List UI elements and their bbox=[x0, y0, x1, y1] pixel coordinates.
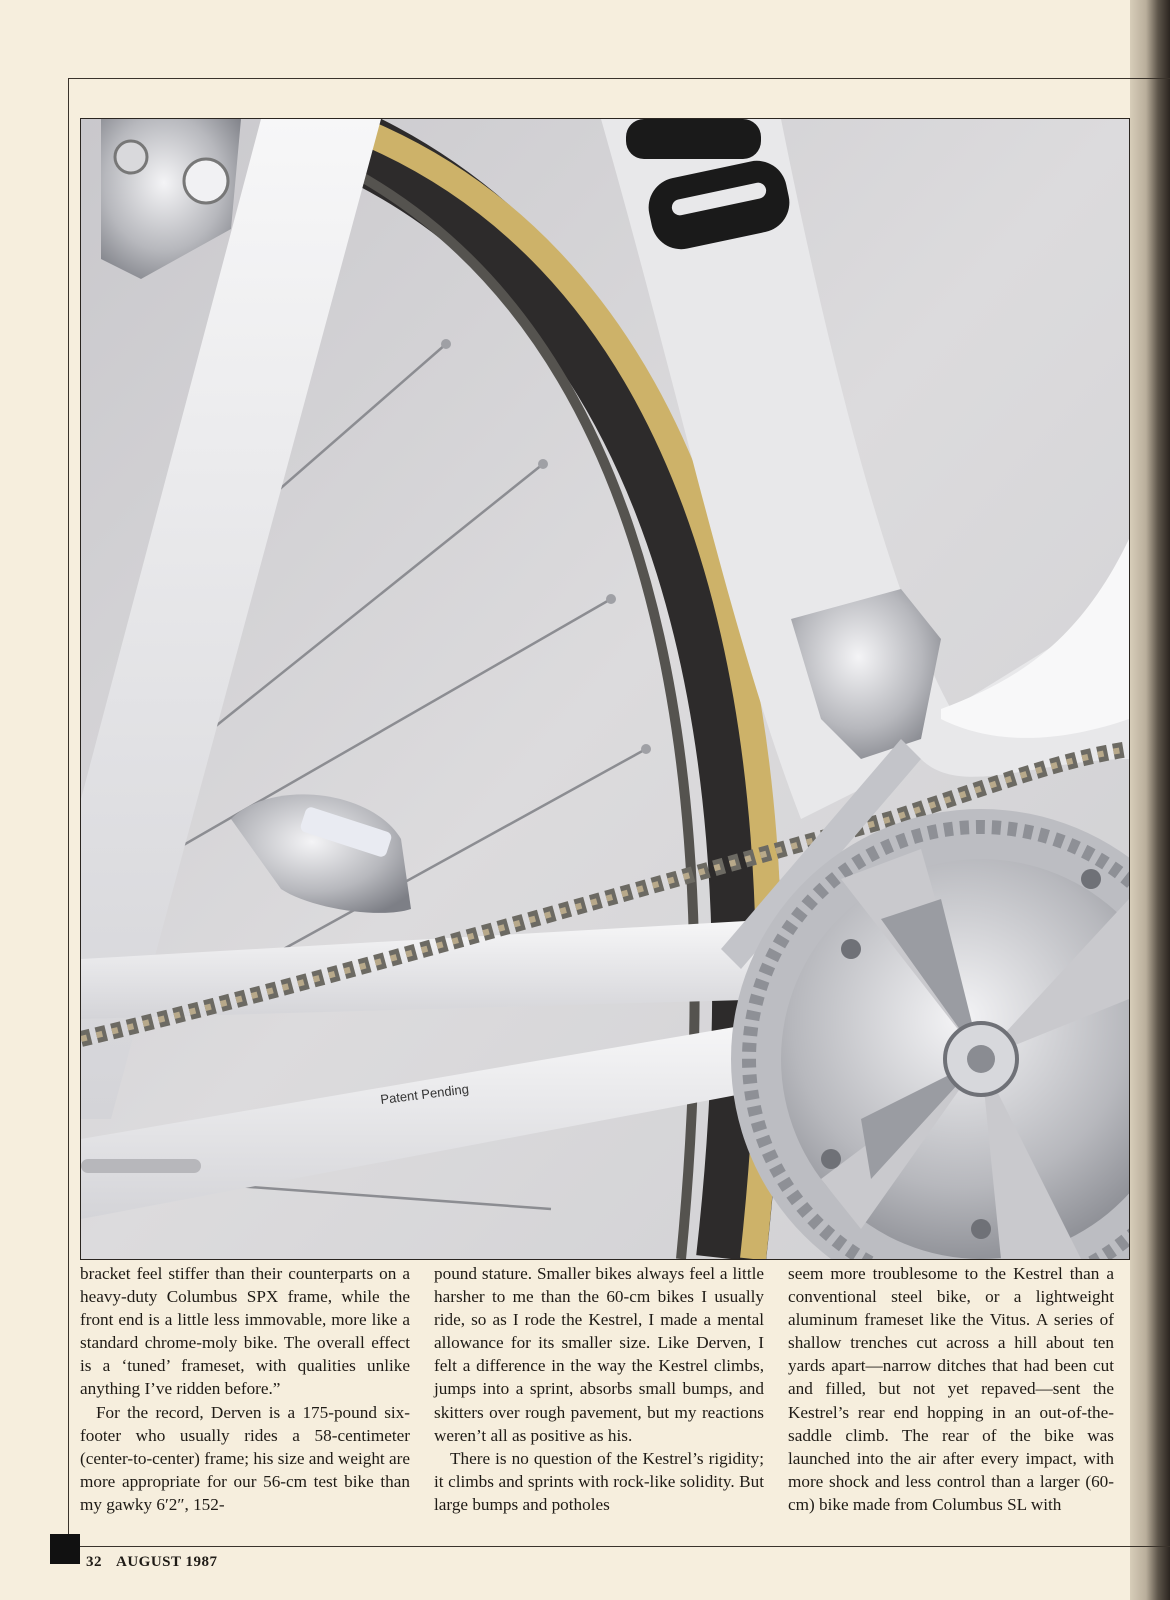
page-footer bbox=[86, 1554, 232, 1571]
patent-pending-label: Patent Pending bbox=[379, 1081, 470, 1107]
text-column-3 bbox=[788, 1262, 1114, 1516]
paragraph: seem more troublesome to the Kestrel than a conventional steel bike, or a lightweight aluminum frameset like the Vitus. A series of shallow trenches cut across a hill about ten yards apart—narrow ditches that had been cut and filled, but not yet repaved—sent the Kestrel’s rear end hopping in an out-of-the-saddle climb. The rear of the bike was launched into the air after every impact, with more shock and less control than a larger (60-cm) bike made from Columbus SL with bbox=[788, 1264, 1114, 1514]
bottom-rule bbox=[68, 1546, 1170, 1547]
paragraph: bracket feel stiffer than their counterparts on a heavy-duty Columbus SPX frame, while the front end is a little less immovable, more like a standard chrome-moly bike. The overall effect is a ‘tuned’ frameset, with qualities unlike anything I’ve ridden before.” bbox=[80, 1264, 410, 1399]
top-rule bbox=[68, 78, 1170, 79]
section-marker bbox=[50, 1534, 80, 1564]
page-number: 32 bbox=[86, 1554, 102, 1570]
text-column-2 bbox=[434, 1262, 764, 1516]
text-column-1 bbox=[80, 1262, 410, 1516]
left-rule bbox=[68, 78, 69, 1538]
paragraph: There is no question of the Kestrel’s rigidity; it climbs and sprints with rock-like solidity. But large bumps and potholes bbox=[434, 1448, 764, 1514]
issue-date: AUGUST 1987 bbox=[116, 1554, 218, 1570]
paragraph: For the record, Derven is a 175-pound six-footer who usually rides a 58-centimeter (center-to-center) frame; his size and weight are more appropriate for our 56-cm test bike than my gawky 6′2″, 152- bbox=[80, 1402, 410, 1514]
bicycle-photo bbox=[80, 118, 1130, 1260]
paragraph: pound stature. Smaller bikes always feel a little harsher to me than the 60-cm bikes I usually ride, so as I rode the Kestrel, I made a mental allowance for its smaller size. Like Derven, I felt a difference in the way the Kestrel climbs, jumps into a sprint, absorbs small bumps, and skitters over rough pavement, but my reactions weren’t all as positive as his. bbox=[434, 1264, 764, 1445]
page-edge bbox=[1130, 0, 1170, 1600]
